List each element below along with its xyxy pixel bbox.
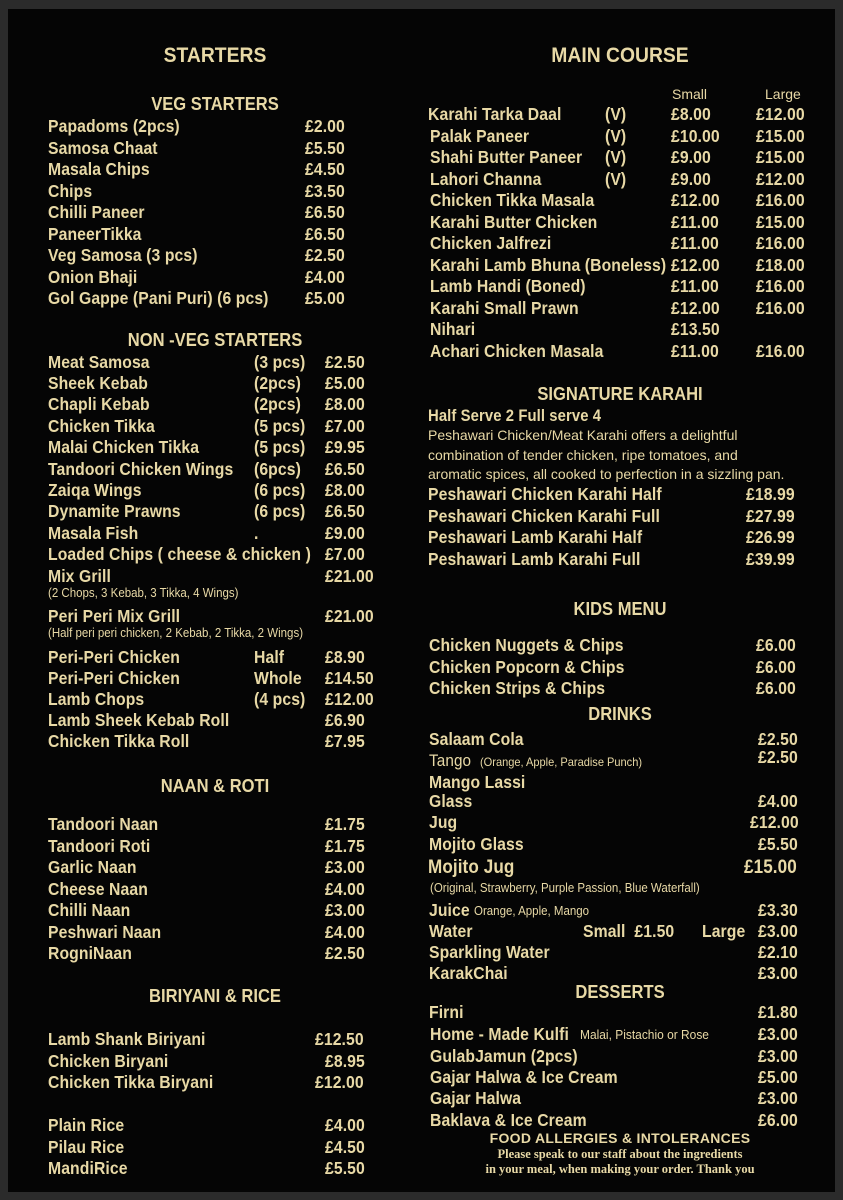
description-line: combination of tender chicken, ripe tomatoes, and	[428, 446, 738, 463]
menu-item-name: Sparkling Water	[429, 942, 550, 962]
menu-item-small-price: £11.00	[671, 340, 719, 361]
allergy-note-line1: Please speak to our staff about the ingredients	[497, 1147, 743, 1161]
menu-item-name: Peshwari Naan	[48, 921, 162, 942]
menu-item-large-price: £16.00	[756, 190, 805, 210]
small-size-label: Small	[672, 86, 708, 102]
menu-item-large-price: £15.00	[756, 211, 805, 232]
menu-item-name: Samosa Chaat	[48, 137, 158, 158]
menu-item-note: Orange, Apple, Mango	[474, 904, 590, 918]
menu-item-qty: Whole	[254, 668, 302, 688]
menu-item-price: £6.50	[325, 459, 365, 479]
menu-item-name: Veg Samosa (3 pcs)	[48, 245, 198, 265]
menu-item-price: £1.75	[325, 835, 365, 856]
menu-item-qty: Half	[254, 647, 285, 667]
menu-item-price: £3.00	[325, 900, 365, 920]
menu-item-name: Cheese Naan	[48, 878, 148, 899]
menu-item-large-price: £12.00	[756, 104, 805, 124]
menu-item-name: Firni	[429, 1002, 464, 1022]
menu-item-name: Chicken Jalfrezi	[430, 233, 552, 253]
menu-item-name: Peshawari Lamb Karahi Full	[428, 548, 641, 569]
menu-item-price: £5.00	[325, 373, 365, 393]
description-line: Peshawari Chicken/Meat Karahi offers a delightful	[428, 427, 738, 443]
menu-item-name: Juice	[429, 900, 470, 920]
menu-item-name: Loaded Chips ( cheese & chicken )	[48, 544, 311, 564]
menu-item-name: Nihari	[430, 319, 476, 339]
menu-item-large-price: £16.00	[756, 276, 805, 296]
menu-item-name: Mango Lassi	[429, 772, 526, 792]
menu-item-large-price: £16.00	[756, 233, 805, 253]
menu-item-small-price: £10.00	[671, 125, 720, 146]
menu-item-name: Pilau Rice	[48, 1136, 125, 1157]
nonveg-starters-heading: NON -VEG STARTERS	[127, 330, 303, 350]
menu-item-small-price: £12.00	[671, 190, 720, 210]
menu-item-large-price: £18.00	[756, 254, 805, 275]
menu-item-price: £3.00	[758, 963, 798, 983]
description-line: aromatic spices, all cooked to perfection in a sizzling pan.	[428, 466, 785, 482]
menu-item-name: Gol Gappe (Pani Puri) (6 pcs)	[48, 288, 269, 308]
menu-item-name: Peri-Peri Chicken	[48, 668, 180, 688]
menu-item-price: £5.50	[325, 1158, 365, 1178]
menu-item-name: Zaiqa Wings	[48, 480, 142, 500]
menu-item-name: Masala Fish	[48, 523, 139, 543]
menu-item-qty: (3 pcs)	[254, 352, 306, 372]
menu-item-name: Sheek Kebab	[48, 373, 148, 393]
menu-item-qty: (6 pcs)	[254, 480, 306, 500]
menu-item-price: £3.00	[758, 1024, 798, 1044]
menu-item-price: £4.00	[305, 266, 345, 287]
menu-item-qty: (6pcs)	[254, 459, 301, 479]
menu-item-price: £12.50	[315, 1029, 364, 1049]
menu-item-name: Malai Chicken Tikka	[48, 437, 200, 457]
menu-item-price: £8.95	[325, 1050, 365, 1071]
menu-item-name: GulabJamun (2pcs)	[430, 1046, 578, 1066]
menu-item-name: Peshawari Chicken Karahi Full	[428, 505, 660, 526]
menu-item-qty: .	[254, 523, 259, 543]
menu-item-price: £5.00	[305, 288, 345, 308]
menu-item-small-price: £11.00	[671, 211, 719, 232]
menu-item-name: Tandoori Naan	[48, 814, 159, 834]
menu-item-price: £5.00	[758, 1067, 798, 1088]
menu-item-name: Dynamite Prawns	[48, 501, 181, 521]
menu-item-name: Garlic Naan	[48, 857, 137, 877]
menu-item-price: £3.30	[758, 900, 798, 920]
menu-item-small-price: £9.00	[671, 168, 711, 189]
menu-item-price: £21.00	[325, 606, 374, 626]
menu-item-price: £4.00	[325, 878, 365, 899]
menu-item-price: £7.00	[325, 544, 365, 564]
menu-item-qty: (2pcs)	[254, 394, 301, 414]
menu-item-small-price: £8.00	[671, 104, 711, 124]
menu-item-price: £18.99	[746, 484, 795, 504]
menu-item-price: £9.95	[325, 437, 365, 457]
menu-item-name: Tandoori Chicken Wings	[48, 459, 234, 479]
menu-item-qty: (5 pcs)	[254, 437, 306, 457]
menu-item-name: Karahi Lamb Bhuna (Boneless)	[430, 254, 667, 275]
menu-item-note: (2 Chops, 3 Kebab, 3 Tikka, 4 Wings)	[48, 586, 239, 600]
main-course-heading: MAIN COURSE	[551, 44, 689, 67]
menu-item-name: Lamb Shank Biriyani	[48, 1029, 206, 1049]
menu-item-price: £3.00	[325, 857, 365, 877]
menu-item-large-price: £15.00	[756, 147, 805, 167]
menu-item-price: £2.00	[305, 116, 345, 136]
menu-item-qty: (6 pcs)	[254, 501, 306, 521]
menu-item-name: Home - Made Kulfi	[430, 1024, 569, 1044]
menu-item-price: £3.00	[758, 921, 798, 941]
menu-item-name: Chicken Popcorn & Chips	[429, 656, 625, 677]
menu-item-small-price: £12.00	[671, 297, 720, 318]
biriyani-rice-heading: BIRIYANI & RICE	[149, 986, 281, 1006]
menu-item-price: £8.90	[325, 647, 365, 667]
menu-item-name: Baklava & Ice Cream	[430, 1109, 587, 1130]
allergy-note-line2: in your meal, when making your order. Thank you	[485, 1162, 755, 1176]
menu-item-small-price: £11.00	[671, 276, 719, 296]
menu-item-price: £39.99	[746, 548, 795, 569]
menu-item-name: Meat Samosa	[48, 352, 150, 372]
menu-item-price: £2.50	[325, 352, 365, 372]
menu-item-name: Lahori Channa	[430, 168, 542, 189]
menu-item-name: Lamb Handi (Boned)	[430, 276, 586, 296]
menu-item-price: £2.50	[325, 943, 365, 963]
serve-info: Half Serve 2 Full serve 4	[428, 407, 602, 425]
menu-item-price: £9.00	[325, 523, 365, 543]
menu-item-name: MandiRice	[48, 1158, 128, 1178]
menu-item-name: Chicken Nuggets & Chips	[429, 635, 624, 655]
veg-tag: (V)	[605, 104, 627, 124]
menu-item-price: £2.50	[758, 729, 798, 749]
menu-item-name: Chapli Kebab	[48, 394, 150, 414]
menu-item-price: £4.00	[758, 791, 798, 811]
menu-item-name: Jug	[429, 812, 458, 832]
menu-item-price: £4.50	[305, 159, 345, 179]
menu-item-large-price: £12.00	[756, 168, 805, 189]
kids-menu-heading: KIDS MENU	[573, 599, 667, 619]
menu-item-size: Large	[702, 921, 746, 941]
menu-item-price: £3.50	[305, 180, 345, 201]
menu-item-name: Chilli Naan	[48, 900, 131, 920]
menu-item-price: £3.00	[758, 1046, 798, 1066]
menu-item-price: £1.75	[325, 814, 365, 834]
menu-item-price: £26.99	[746, 527, 795, 547]
menu-item-price: £21.00	[325, 566, 374, 586]
menu-item-qty: (2pcs)	[254, 373, 301, 393]
menu-item-large-price: £16.00	[756, 297, 805, 318]
menu-item-name: RogniNaan	[48, 943, 132, 963]
menu-item-price: £6.90	[325, 710, 365, 730]
menu-item-price: £7.00	[325, 416, 365, 436]
menu-item-price: £2.10	[758, 942, 798, 962]
menu-item-price: £1.80	[758, 1002, 798, 1022]
menu-item-name: Tandoori Roti	[48, 835, 151, 856]
menu-item-price: £3.00	[758, 1088, 798, 1109]
menu-item-name: Peshawari Lamb Karahi Half	[428, 527, 643, 547]
menu-item-name: Salaam Cola	[429, 729, 524, 749]
allergy-heading: FOOD ALLERGIES & INTOLERANCES	[489, 1130, 751, 1146]
menu-item-large-price: £16.00	[756, 340, 805, 361]
menu-item-small-price: £13.50	[671, 319, 720, 339]
desserts-heading: DESSERTS	[575, 982, 665, 1002]
menu-item-small-price: Small £1.50	[583, 921, 675, 941]
menu-item-name: Chicken Tikka Biryani	[48, 1072, 214, 1092]
menu-item-small-price: £12.00	[671, 254, 720, 275]
menu-item-name: Lamb Sheek Kebab Roll	[48, 710, 230, 730]
menu-item-name: Gajar Halwa	[430, 1088, 522, 1109]
menu-item-price: £6.00	[758, 1109, 798, 1130]
menu-item-price: £4.00	[325, 1115, 365, 1135]
menu-item-note: (Original, Strawberry, Purple Passion, Blue Waterfall)	[430, 881, 700, 895]
veg-tag: (V)	[605, 125, 627, 146]
menu-item-large-price: £15.00	[756, 125, 805, 146]
menu-item-name: Mojito Glass	[429, 834, 524, 854]
menu-item-price: £4.50	[325, 1136, 365, 1157]
drinks-heading: DRINKS	[588, 704, 652, 724]
menu-item-price: £6.50	[305, 223, 345, 244]
menu-item-name: Chilli Paneer	[48, 202, 145, 222]
menu-item-name: Papadoms (2pcs)	[48, 116, 180, 136]
menu-item-note: (Half peri peri chicken, 2 Kebab, 2 Tikka, 2 Wings)	[48, 626, 304, 640]
menu-item-price: £6.50	[325, 501, 365, 521]
menu-item-name: Chicken Strips & Chips	[429, 678, 606, 698]
large-size-label: Large	[765, 86, 801, 102]
menu-item-name: PaneerTikka	[48, 223, 142, 244]
menu-item-name: Achari Chicken Masala	[430, 340, 604, 361]
signature-karahi-heading: SIGNATURE KARAHI	[537, 384, 703, 404]
menu-item-price: £8.00	[325, 480, 365, 500]
menu-item-price: £6.50	[305, 202, 345, 222]
veg-tag: (V)	[605, 147, 627, 167]
menu-item-name: Mix Grill	[48, 566, 111, 586]
menu-item-name: KarakChai	[429, 963, 508, 983]
naan-roti-heading: NAAN & ROTI	[160, 776, 270, 796]
menu-item-name: Lamb Chops	[48, 689, 145, 709]
menu-item-price: £6.00	[756, 635, 796, 655]
menu-item-qty: (5 pcs)	[254, 416, 306, 436]
menu-item-name: Peri-Peri Chicken	[48, 647, 180, 667]
menu-item-price: £12.00	[325, 689, 374, 709]
menu-item-small-price: £11.00	[671, 233, 719, 253]
veg-tag: (V)	[605, 168, 627, 189]
menu-item-name: Peri Peri Mix Grill	[48, 606, 181, 626]
menu-item-price: £5.50	[305, 137, 345, 158]
menu-item-name: Glass	[429, 791, 473, 811]
menu-item-price: £15.00	[744, 857, 797, 878]
menu-item-name: Palak Paneer	[430, 125, 530, 146]
menu-item-price: £12.00	[315, 1072, 364, 1092]
menu-item-price: £2.50	[758, 747, 798, 767]
menu-item-note: (Orange, Apple, Paradise Punch)	[480, 755, 643, 769]
menu-item-name: Peshawari Chicken Karahi Half	[428, 484, 662, 504]
menu-item-price: £14.50	[325, 668, 374, 688]
menu-item-name: Chips	[48, 180, 93, 201]
menu-item-name: Onion Bhaji	[48, 266, 138, 287]
menu-item-price: £12.00	[750, 812, 799, 832]
menu-item-price: £7.95	[325, 731, 365, 751]
menu-item-name: Gajar Halwa & Ice Cream	[430, 1067, 618, 1088]
menu-item-price: £2.50	[305, 245, 345, 265]
menu-item-price: £6.00	[756, 656, 796, 677]
menu-item-qty: (4 pcs)	[254, 689, 306, 709]
menu-item-name: Chicken Biryani	[48, 1050, 169, 1071]
menu-item-name: Mojito Jug	[428, 857, 515, 878]
menu-item-name: Shahi Butter Paneer	[430, 147, 583, 167]
menu-item-name: Water	[429, 921, 473, 941]
menu-item-note: Malai, Pistachio or Rose	[580, 1027, 709, 1042]
menu-item-name: Chicken Tikka Masala	[430, 190, 595, 210]
menu-item-name: Karahi Tarka Daal	[428, 104, 562, 124]
menu-item-name: Tango	[429, 751, 472, 770]
menu-item-name: Plain Rice	[48, 1115, 125, 1135]
menu-item-price: £6.00	[756, 678, 796, 698]
starters-heading: STARTERS	[163, 44, 267, 67]
menu-item-name: Chicken Tikka	[48, 416, 155, 436]
menu-item-name: Chicken Tikka Roll	[48, 731, 190, 751]
menu-item-name: Karahi Butter Chicken	[430, 211, 598, 232]
menu-item-price: £27.99	[746, 505, 795, 526]
veg-starters-heading: VEG STARTERS	[151, 94, 279, 114]
menu-item-price: £5.50	[758, 834, 798, 854]
menu-board	[8, 9, 835, 1192]
menu-item-price: £4.00	[325, 921, 365, 942]
menu-item-price: £8.00	[325, 394, 365, 414]
menu-item-name: Karahi Small Prawn	[430, 297, 579, 318]
menu-item-name: Masala Chips	[48, 159, 150, 179]
menu-item-small-price: £9.00	[671, 147, 711, 167]
